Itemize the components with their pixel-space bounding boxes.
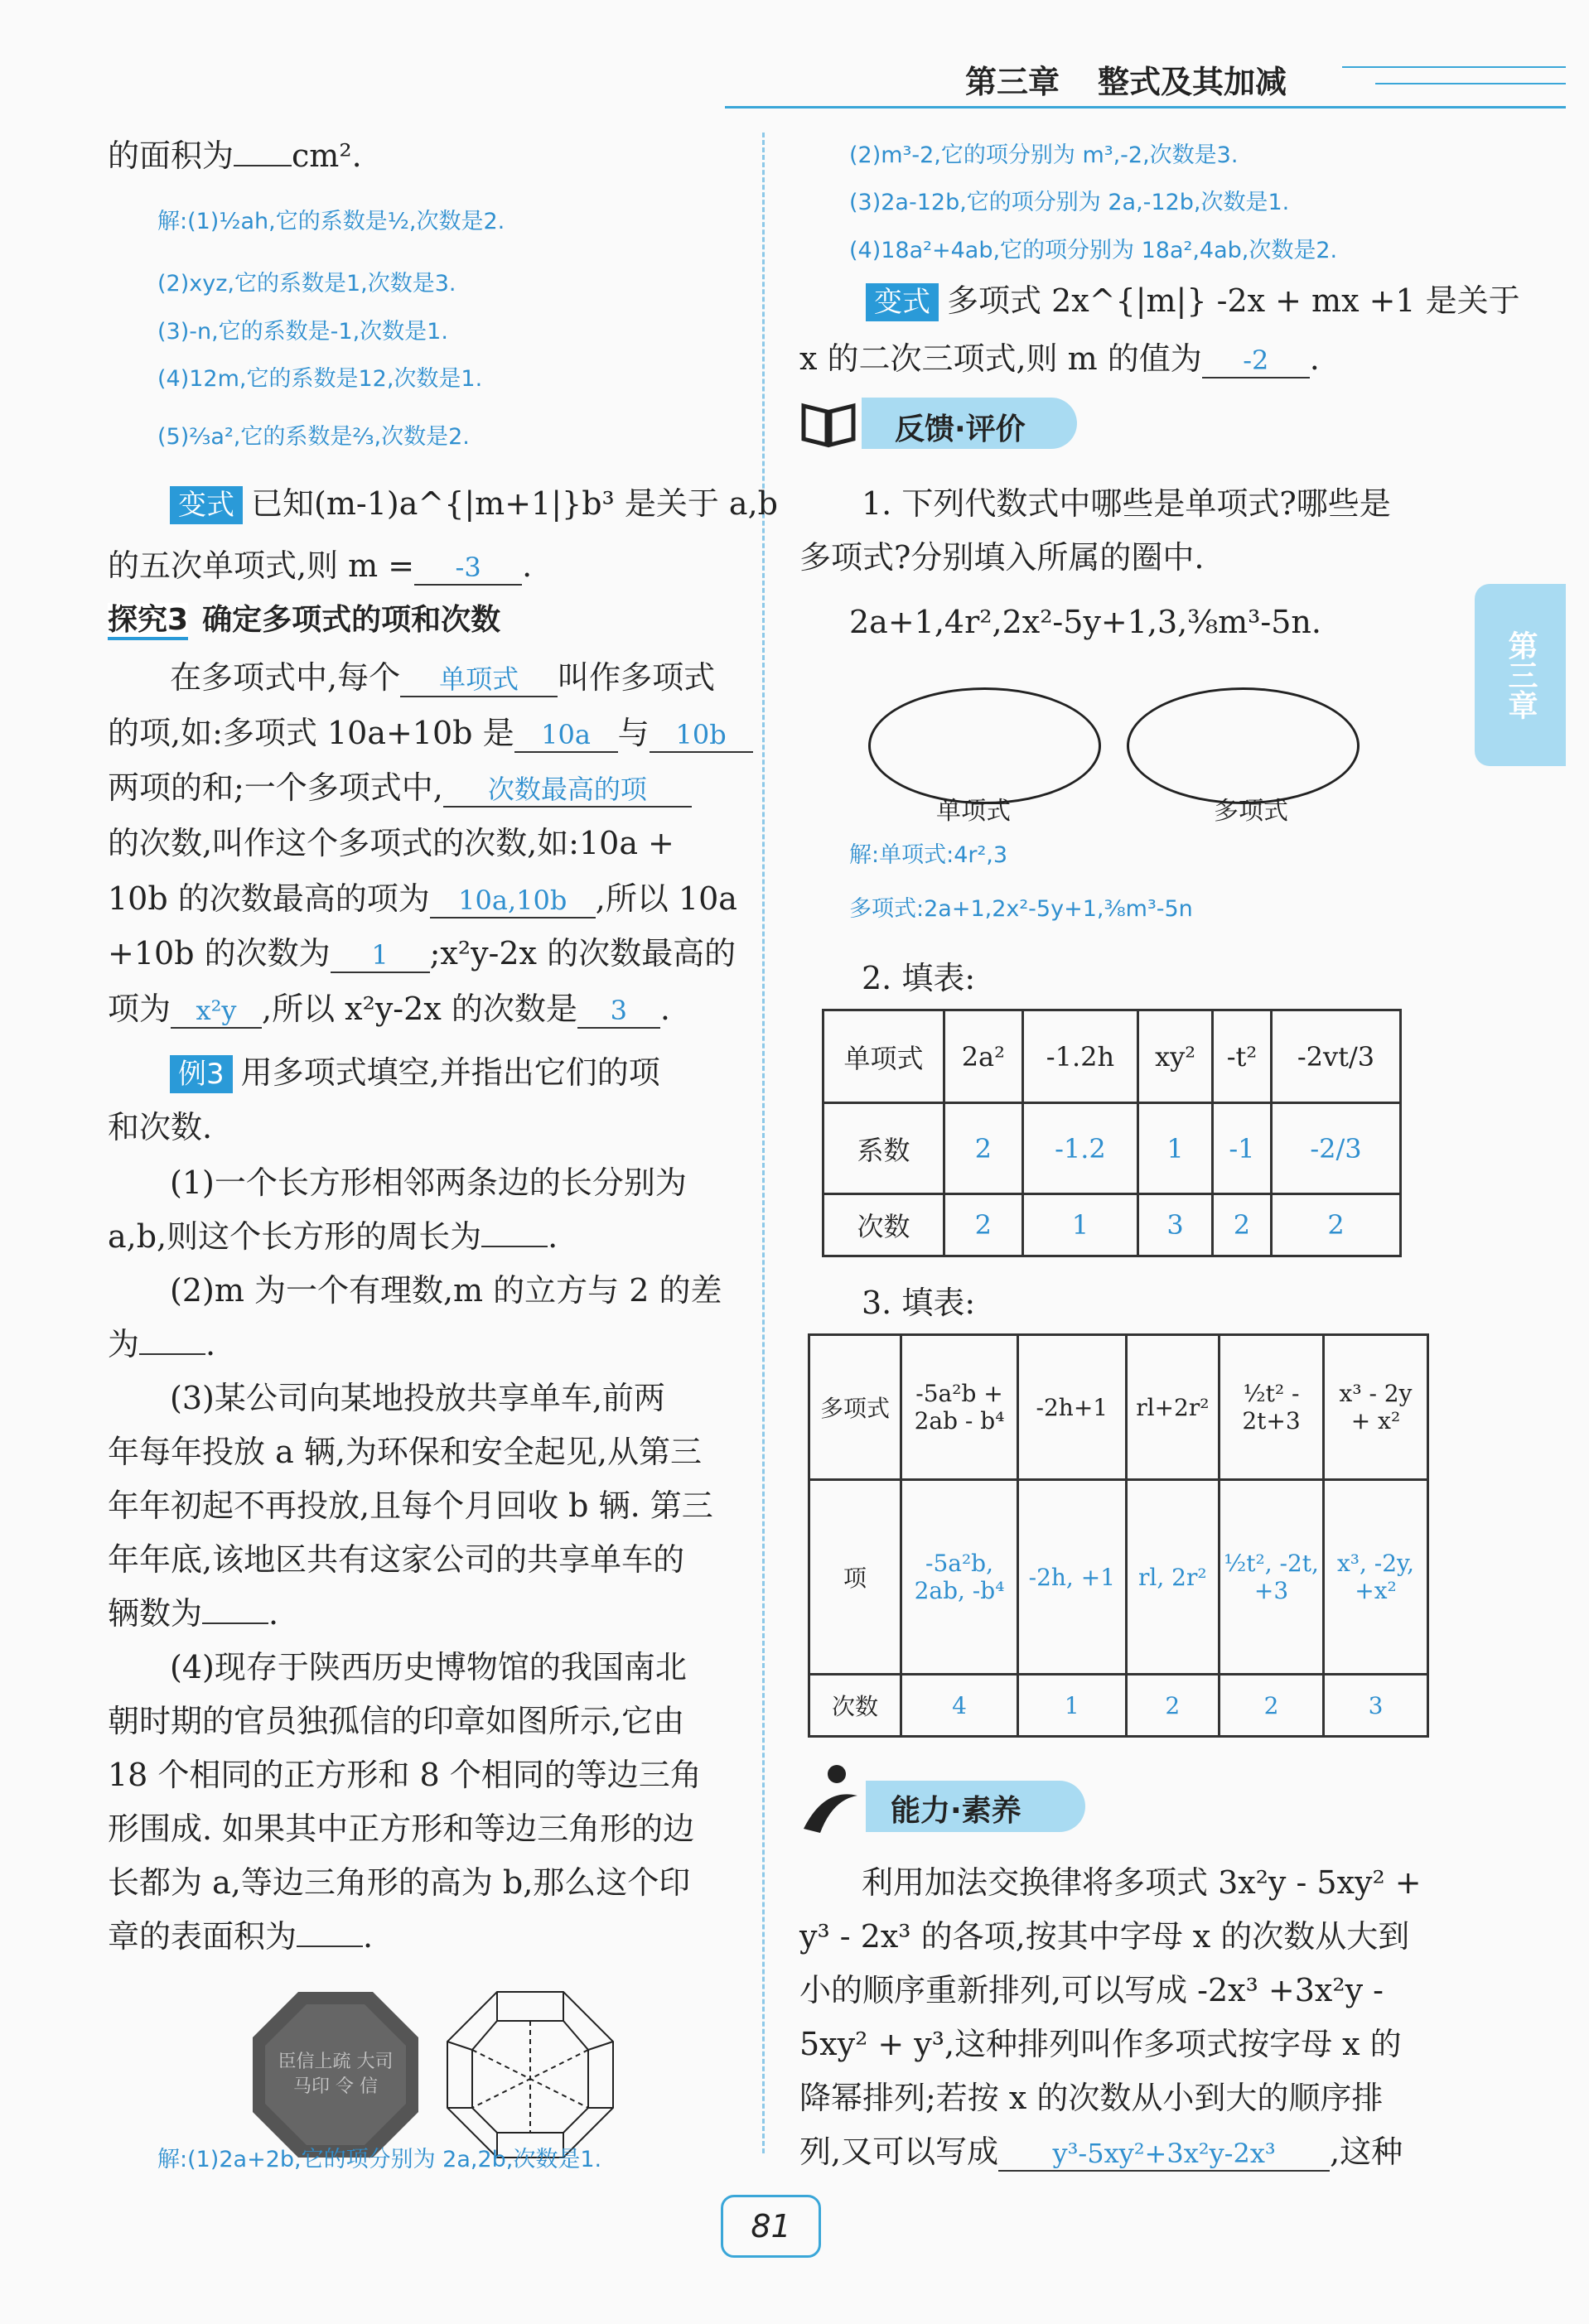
runner-icon <box>799 1762 866 1837</box>
variant-tag: 变式 <box>170 486 243 524</box>
text-line: y³ - 2x³ 的各项,按其中字母 x 的次数从大到 <box>799 1918 1410 1955</box>
text-line: (1)一个长方形相邻两条边的长分别为 <box>170 1164 687 1201</box>
text-line: 项为 x²y ,所以 x²y-2x 的次数是 3 . <box>108 991 670 1027</box>
table-cell: -2vt/3 <box>1271 1010 1400 1103</box>
text-line: (4)现存于陕西历史博物馆的我国南北 <box>170 1649 687 1685</box>
table-row <box>823 1103 1401 1194</box>
table-cell: 3 <box>1138 1194 1213 1256</box>
solution-line: (3)-n,它的系数是-1,次数是1. <box>157 319 448 345</box>
text-line: (3)某公司向某地投放共享单车,前两 <box>170 1380 665 1416</box>
monomial-oval <box>868 687 1101 804</box>
table-cell: x³, -2y, +x² <box>1324 1480 1428 1675</box>
explore-heading: 探究3 确定多项式的项和次数 <box>108 596 500 638</box>
text-line: 朝时期的官员独孤信的印章如图所示,它由 <box>108 1703 685 1739</box>
text-line: 2. 填表: <box>862 960 976 996</box>
column-divider <box>762 133 767 2153</box>
table-cell: 4 <box>901 1675 1018 1737</box>
table-monomials <box>822 1009 1402 1257</box>
text-line: 长都为 a,等边三角形的高为 b,那么这个印 <box>108 1864 691 1901</box>
solution-line: (4)12m,它的系数是12,次数是1. <box>157 366 483 392</box>
text-line: 3. 填表: <box>862 1285 976 1321</box>
header-deco-line <box>1375 83 1566 84</box>
table-cell: -2h, +1 <box>1018 1480 1127 1675</box>
solution-line: (5)⅔a²,它的系数是⅔,次数是2. <box>157 424 470 450</box>
chapter-label: 第三章 <box>965 64 1060 100</box>
text-line: 1. 下列代数式中哪些是单项式?哪些是 <box>862 485 1391 522</box>
table-row <box>809 1675 1428 1737</box>
text-line: 利用加法交换律将多项式 3x²y - 5xy² + <box>862 1864 1422 1901</box>
text-line: 两项的和;一个多项式中, 次数最高的项 <box>108 760 692 815</box>
text-line: 的项,如:多项式 10a+10b 是 10a 与 10b <box>108 706 753 760</box>
table-cell: ½t², -2t, +3 <box>1220 1480 1324 1675</box>
text-line: 在多项式中,每个 单项式 叫作多项式 <box>170 659 716 696</box>
text-line: 18 个相同的正方形和 8 个相同的等边三角 <box>108 1757 702 1793</box>
table-cell: 2 <box>1212 1194 1271 1256</box>
oval-label: 多项式 <box>1214 797 1288 826</box>
table-cell: xy² <box>1138 1010 1213 1103</box>
table-polynomials <box>808 1333 1429 1738</box>
table-cell: -t² <box>1212 1010 1271 1103</box>
variant-question-line2: x 的二次三项式,则 m 的值为 -2 . <box>799 340 1320 377</box>
table-cell: -1 <box>1212 1103 1271 1194</box>
seal-inscription: 臣信上疏 大司马印 令 信 <box>278 2052 394 2097</box>
side-chapter-tab: 第三章 <box>1475 584 1566 766</box>
table-row <box>809 1335 1428 1480</box>
table-cell: -5a²b, 2ab, -b⁴ <box>901 1480 1018 1675</box>
example-question: 例3 用多项式填空,并指出它们的项 <box>170 1045 660 1100</box>
book-icon <box>799 393 857 451</box>
table-cell: 多项式 <box>809 1335 901 1480</box>
table-cell: 1 <box>1018 1675 1127 1737</box>
table-cell: rl, 2r² <box>1126 1480 1219 1675</box>
page-number: 81 <box>721 2195 821 2258</box>
example-tag: 例3 <box>170 1055 233 1093</box>
table-cell: 1 <box>1022 1194 1138 1256</box>
table-row <box>809 1480 1428 1675</box>
text-line: 降幂排列;若按 x 的次数从小到大的顺序排 <box>799 2080 1384 2116</box>
text-line: 的次数,叫作这个多项式的次数,如:10a + <box>108 825 674 861</box>
table-cell: 项 <box>809 1480 901 1675</box>
ability-title: 能力·素养 <box>891 1794 1022 1828</box>
table-cell: ½t² - 2t+3 <box>1220 1335 1324 1480</box>
polynomial-oval <box>1127 687 1360 804</box>
table-cell: -1.2h <box>1022 1010 1138 1103</box>
table-cell: -2h+1 <box>1018 1335 1127 1480</box>
text-line: 多项式?分别填入所属的圈中. <box>799 539 1205 576</box>
solution-line: (4)18a²+4ab,它的项分别为 18a²,4ab,次数是2. <box>849 238 1338 263</box>
table-cell: 2 <box>1126 1675 1219 1737</box>
solution-line: 解:单项式:4r²,3 <box>849 842 1008 868</box>
text-line: 年每年投放 a 辆,为环保和安全起见,从第三 <box>108 1434 702 1470</box>
header-deco-line <box>1342 66 1566 68</box>
oval-label: 单项式 <box>936 797 1011 826</box>
text-line: 形围成. 如果其中正方形和等边三角形的边 <box>108 1811 695 1847</box>
solution-line: 解:(1)½ah,它的系数是½,次数是2. <box>157 209 505 234</box>
expression-line: 2a+1,4r²,2x²-5y+1,3,⅜m³-5n. <box>849 604 1321 640</box>
table-cell: rl+2r² <box>1126 1335 1219 1480</box>
solution-line: (3)2a-12b,它的项分别为 2a,-12b,次数是1. <box>849 190 1290 215</box>
table-cell: -2/3 <box>1271 1103 1400 1194</box>
text-line: a,b,则这个长方形的周长为 . <box>108 1218 558 1255</box>
table-cell: -5a²b + 2ab - b⁴ <box>901 1335 1018 1480</box>
table-cell: 1 <box>1138 1103 1213 1194</box>
variant-question: 变式 多项式 2x^{|m|} -2x + mx +1 是关于 <box>866 273 1520 328</box>
text-line: 和次数. <box>108 1109 213 1145</box>
table-cell: x³ - 2y + x² <box>1324 1335 1428 1480</box>
table-cell: 2 <box>1220 1675 1324 1737</box>
table-row <box>823 1010 1401 1103</box>
solution-line: (2)xyz,它的系数是1,次数是3. <box>157 271 456 297</box>
text-line: 章的表面积为 . <box>108 1918 374 1955</box>
text-line: 5xy² + y³,这种排列叫作多项式按字母 x 的 <box>799 2026 1402 2062</box>
table-cell: 次数 <box>809 1675 901 1737</box>
text-line: 年年初起不再投放,且每个月回收 b 辆. 第三 <box>108 1487 713 1524</box>
seal-photo <box>249 1988 423 2162</box>
table-cell: 2 <box>944 1194 1023 1256</box>
text-line: (2)m 为一个有理数,m 的立方与 2 的差 <box>170 1272 722 1309</box>
solution-line: 多项式:2a+1,2x²-5y+1,⅜m³-5n <box>849 896 1193 922</box>
text-line: 的面积为 cm². <box>108 137 362 174</box>
table-cell: -1.2 <box>1022 1103 1138 1194</box>
variant-question-line2: 的五次单项式,则 m = -3 . <box>108 547 533 584</box>
answer-blank: -3 <box>414 551 522 586</box>
variant-tag: 变式 <box>866 283 939 321</box>
text-line: 辆数为 . <box>108 1595 279 1632</box>
table-cell: 系数 <box>823 1103 944 1194</box>
table-cell: 3 <box>1324 1675 1428 1737</box>
text-line: 小的顺序重新排列,可以写成 -2x³ +3x²y - <box>799 1972 1384 2008</box>
feedback-title: 反馈·评价 <box>895 412 1026 446</box>
text-line: 10b 的次数最高的项为 10a,10b ,所以 10a <box>108 880 737 917</box>
text-line: 列,又可以写成 y³-5xy²+3x²y-2x³ ,这种 <box>799 2134 1403 2170</box>
table-cell: 2 <box>1271 1194 1400 1256</box>
table-cell: 次数 <box>823 1194 944 1256</box>
solution-line: 解:(1)2a+2b,它的项分别为 2a,2b,次数是1. <box>157 2147 602 2172</box>
table-cell: 2a² <box>944 1010 1023 1103</box>
table-row <box>823 1194 1401 1256</box>
table-cell: 单项式 <box>823 1010 944 1103</box>
solution-line: (2)m³-2,它的项分别为 m³,-2,次数是3. <box>849 142 1239 168</box>
text-line: 为 . <box>108 1326 216 1362</box>
text-line: +10b 的次数为 1 ;x²y-2x 的次数最高的 <box>108 935 737 972</box>
table-cell: 2 <box>944 1103 1023 1194</box>
header-rule <box>725 106 1566 108</box>
text-line: 年年底,该地区共有这家公司的共享单车的 <box>108 1541 685 1578</box>
chapter-title: 整式及其加减 <box>1098 64 1287 100</box>
variant-question: 变式 已知(m-1)a^{|m+1|}b³ 是关于 a,b <box>170 476 778 531</box>
